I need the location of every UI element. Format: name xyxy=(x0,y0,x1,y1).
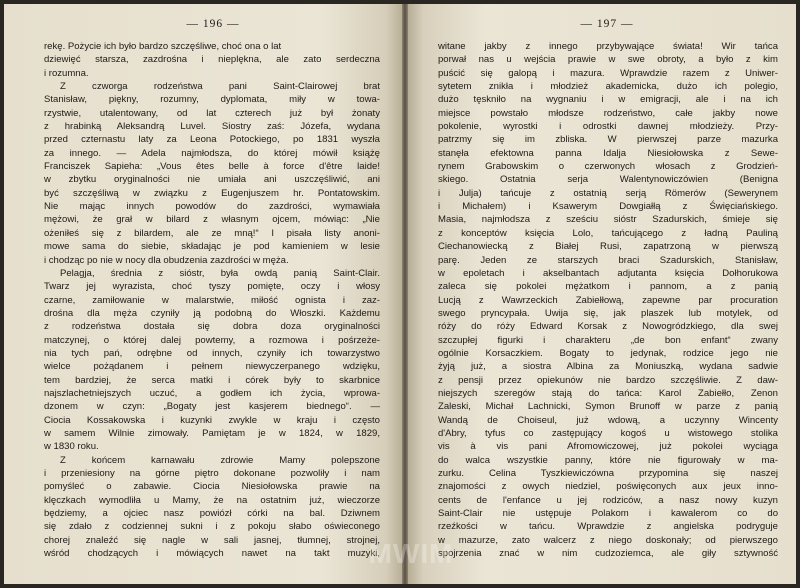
text-line: d'Abry, tyfus co zastępujący kogoś u wistowego stolika xyxy=(438,427,778,439)
text-line: Ciechanowiecką z Białej Rusi, zapatrzoną w pierwszą xyxy=(438,241,778,253)
text-line: mężowi, że grał w bilard z własnym ojcem, mówiąc: „Nie xyxy=(44,214,380,226)
text-line: matczynej, o której dalej powtemy, a rozmowa i pośrzeże- xyxy=(44,334,380,346)
text-line: Z końcem karnawału zdrowie Mamy polepszone xyxy=(60,454,380,466)
text-line: do walca wszystkie panny, które nie figurowały w ma- xyxy=(438,454,778,466)
left-page xyxy=(4,4,402,584)
text-line: rynem Grabowskim o czerwonych włosach z Grodzień- xyxy=(438,161,778,173)
text-line: i przeniesiony na górne piętro dokonane pozwoliły i nam xyxy=(44,468,380,479)
left-page-number: — 196 — xyxy=(186,18,240,30)
text-line: skiego. Ostatnia serja Walentynowiczówien (Benigna xyxy=(438,174,778,186)
text-line: Zaleski, Michał Lachnicki, Symon Brunoff w parze z panią xyxy=(438,401,778,413)
text-line: przed czternastu laty za Leona Potockiego, po 1831 wyszła xyxy=(44,134,380,146)
watermark: MWIM xyxy=(368,538,454,569)
text-line: miejsce powstało młodsze rodzeństwo, całe jakby nowe xyxy=(438,107,778,119)
text-line: dziewięć starsza, zazdrośna i nieplęknа, ale zato serdeczna xyxy=(44,54,380,66)
text-line: rekę. Pożycie ich było bardzo szczęśliwe, choć ona o lat xyxy=(44,41,282,52)
text-line: Masia, najmłodsza z sześciu sióstr Szadurskich, śmieje się xyxy=(438,214,778,226)
text-line: będziemy, a ojciec nasz powiózł córki na bal. Dziwnem xyxy=(44,508,380,520)
text-line: znajomości z owych niedziel, poświęconych aux jeux inno- xyxy=(438,481,778,493)
text-line: parę. Jeden ze starszych braci Szadurskich, Stanisław, xyxy=(438,254,778,266)
text-line: Wandą de Choiseul, już wdową, a uczynny Wincenty xyxy=(438,414,778,426)
text-line: wśród chodzących i mówiących nawet na takt muzyki, xyxy=(44,548,380,560)
text-line: w mazurze, zato walcerz z niego doskonały; od pierwszego xyxy=(438,534,778,546)
text-line: vis à vis pani Afromowiczowej, już pokolei wyciąga xyxy=(438,441,778,453)
text-line: najszlachetniejszych uczuć, a godłem ich życia, wprowa- xyxy=(44,387,380,399)
text-line: żyją już, a siostra Albina za Moniuszką, wydana sadwie xyxy=(438,361,778,373)
text-line: zurku. Celina Tyszkiewiczówna przypomina się naszej xyxy=(438,468,778,479)
text-line: klęczkach wymodliła u Mamy, że na ostatnim już, wieczorze xyxy=(44,494,380,506)
text-line: Franciszek Sapieha: „Vous êtes belle à force d'être laide! xyxy=(44,161,380,173)
text-line: Lucją z Wawrzeckich Zabiełłową, zapewne par procuration xyxy=(438,294,778,306)
text-line: z konceptów księcia Lolo, tańcującego z ładną Pauliną xyxy=(438,227,778,239)
text-line: chorej znaleźć się nagle w sali jasnej, tłumnej, strojnej, xyxy=(44,534,380,546)
text-line: stanęła efektowna panna Idalja Niesiołowska z Sewe- xyxy=(438,147,778,159)
book-spread xyxy=(4,4,796,584)
text-line: i chodząc po nie w nocy dla obudzenia zazdrości w męża. xyxy=(44,254,289,266)
text-line: rzystwie, utalentowany, od lat czterech już był żonaty xyxy=(44,107,380,119)
text-line: w samem Wilnie zimowały. Pamiętam je w 1824, w 1829, xyxy=(44,427,380,439)
text-line: mowe sama do siebie, składając je pod kamieniem w lesie xyxy=(44,241,380,253)
text-line: swego pryncypała. Uwija się, jak plaszek lub motylek, od xyxy=(438,307,778,319)
text-line: Z czworga rodzeństwa pani Saint-Clairowej brat xyxy=(60,81,380,93)
right-page-text xyxy=(438,40,778,560)
text-line: Saint-Clair nie ustępuje Polakom i kawalerom co do xyxy=(438,508,778,520)
text-line: z rodzeństwa dostała się dobra doza oryginalności xyxy=(44,321,380,333)
text-line: Stanisław, piękny, rozumny, dyplomata, miły w towa- xyxy=(44,94,380,106)
text-line: Pelagja, średnia z sióstr, była owdą panią Saint-Clair. xyxy=(60,267,380,279)
text-line: pomyśleć o zabawie. Ciocia Niesiołowska prawie na xyxy=(44,481,380,493)
text-line: zaleca się pokolei mężatkom i pannom, a z panią xyxy=(438,281,778,293)
text-line: z hrabinką Aleksandrą Luvel. Siostry zaś: Józefa, wydana xyxy=(44,121,380,133)
text-line: dzonem w czyn: „Bogaty jest kasjerem biednego“. — xyxy=(44,401,380,413)
text-line: puścić się galopą i mazura. Wprawdzie razem z Uniwer- xyxy=(438,67,778,79)
text-line: tem bardziej, że serca matki i córek były to skarbnice xyxy=(44,374,380,386)
text-line: i Julja) tańcuje z ostatnią serją Römerów (Sewerynem xyxy=(438,187,778,199)
text-line: i rozumna. xyxy=(44,67,89,79)
text-line: Nie mając innych powodów do zazdrości, wymawiała xyxy=(44,201,380,213)
text-line: i Michałem) i Ksawerym Dowgiałłą z Święciańskiego. xyxy=(438,201,778,213)
text-line: szczupłej figurki i charakteru „de bon enfant“ zwany xyxy=(438,334,778,346)
text-line: w zbytku oryginalności nie umiała ani uszczęśliwić, ani xyxy=(44,174,380,186)
text-line: sytetem znikła i młodzież akademicka, dużo ich polegio, xyxy=(438,81,778,93)
text-line: witane jakby z innego przybywające świata! Wir tańca xyxy=(438,41,778,52)
left-page-text xyxy=(44,40,380,560)
text-line: róży do róży Edward Korsak z Nowogródzkiego, dla swej xyxy=(438,321,778,333)
text-line: za innego. — Adela najmłodsza, do której mówił książę xyxy=(44,147,380,159)
text-line: drośna dla męża czyniły ją podobną do Włoszki. Każdemu xyxy=(44,307,380,319)
text-line: spojrzenia znać w nim cudzoziemca, ale giły sztywność xyxy=(438,548,778,560)
text-line: rzeźkości w tańcu. Wprawdzie z angielska podryguje xyxy=(438,521,778,533)
text-line: być szczęśliwą w związku z Eugenjuszem hr. Pontatowskim. xyxy=(44,187,380,199)
text-line: w epoletach i akselbantach adjutanta księcia Dołhorukowa xyxy=(438,267,778,279)
text-line: cents de l'enfance u jej rodziców, a nasz nowy kuzyn xyxy=(438,494,778,506)
text-line: wielce pożądanem i pełnem niewyczerpanego wdzięku, xyxy=(44,361,380,373)
text-line: patrzmy się im zbliska. W pierwszej parze mazurka xyxy=(438,134,778,146)
text-line: z pensji przez opiekunów nie bardzo szczęśliwie. Z daw- xyxy=(438,374,778,386)
right-page xyxy=(408,4,796,584)
text-line: pokolenie, wyrostki i odrostki dawnej młodzieży. Przy- xyxy=(438,121,778,133)
text-line: w 1830 roku. xyxy=(44,441,99,453)
text-line: Twarz jej wyrazista, choć tyszy pomięte, oczy i włosy xyxy=(44,281,380,293)
text-line: dużo tęskniło na wygnaniu i w emigracji, ale i na ich xyxy=(438,94,778,106)
text-line: porwał nas u wejścia prawie w swe obroty, a było z kim xyxy=(438,54,778,66)
text-line: niejszych szeregów stają do tańca: Karol Zabiełło, Zenon xyxy=(438,387,778,399)
text-line: Ciocia Kossakowska i kuzynki zwykle w kraju i często xyxy=(44,414,380,426)
text-line: czarne, zamiłowanie w malarstwie, miłość ognista i zaz- xyxy=(44,294,380,306)
right-page-number: — 197 — xyxy=(580,18,634,30)
text-line: ogólnie Korsaczkiem. Bogaty to jedynak, rodzice jego nie xyxy=(438,347,778,359)
text-line: ożeniłeś się z bilardem, ale ze mną!“ I pisała listy anoni- xyxy=(44,227,380,239)
text-line: się zdało z codziennej sukni i z pokoju słabo oświeconego xyxy=(44,521,380,533)
text-line: nia tych pań, odrębne od innych, czyniły ich towarzystwo xyxy=(44,347,380,359)
